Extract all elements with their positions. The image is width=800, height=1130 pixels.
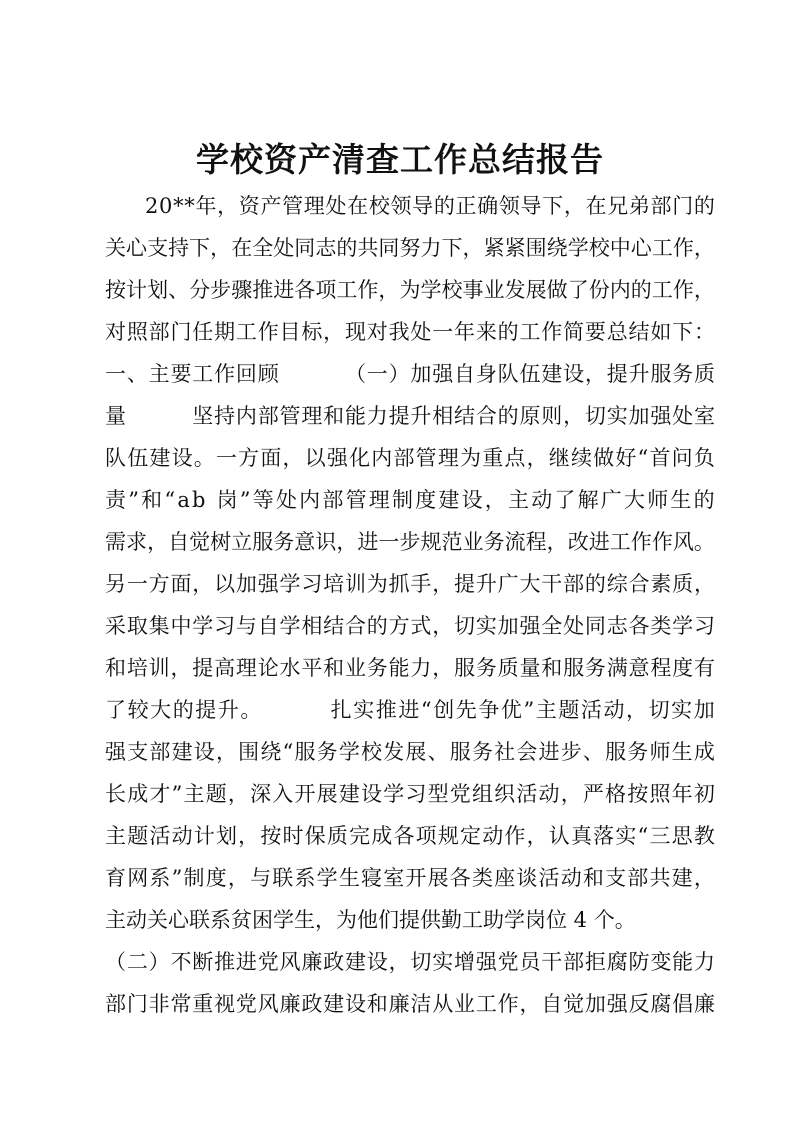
body-line: 一 、 主 要 工 作 回 顾 （ 一 ） 加 强 自 身 队 伍 建 设 ， 提 升 服 务 质 <box>105 362 715 386</box>
body-line: 长 成 才 ” 主 题 ， 深 入 开 展 建 设 学 习 型 党 组 织 活 动 ， 严 格 按 照 年 初 <box>105 782 715 806</box>
body-line: 队 伍 建 设 。 一 方 面 ， 以 强 化 内 部 管 理 为 重 点 ， 继 续 做 好 “ 首 问 负 <box>105 446 715 470</box>
body-line: 主动关心联系贫困学生，为他们提供勤工助学岗位 4 个。 <box>105 908 636 932</box>
body-line: 另 一 方 面 ， 以 加 强 学 习 培 训 为 抓 手 ， 提 升 广 大 干 部 的 综 合 素 质 ， <box>105 572 715 596</box>
body-line: 和 培 训 ， 提 高 理 论 水 平 和 业 务 能 力 ， 服 务 质 量 和 服 务 满 意 程 度 有 <box>105 656 715 680</box>
body-line: 按 计 划 、 分 步 骤 推 进 各 项 工 作 ， 为 学 校 事 业 发 展 做 了 份 内 的 工 作 ， <box>105 278 715 302</box>
body-line: 2 0 * * 年 ， 资 产 管 理 处 在 校 领 导 的 正 确 领 导 下 ， 在 兄 弟 部 门 的 <box>145 194 715 218</box>
body-line: （ 二 ） 不 断 推 进 党 风 廉 政 建 设 ， 切 实 增 强 党 员 干 部 拒 腐 防 变 能 力 <box>105 950 715 974</box>
body-line: 采 取 集 中 学 习 与 自 学 相 结 合 的 方 式 ， 切 实 加 强 全 处 同 志 各 类 学 习 <box>105 614 715 638</box>
body-line: 主 题 活 动 计 划 ， 按 时 保 质 完 成 各 项 规 定 动 作 ， 认 真 落 实 “ 三 思 教 <box>105 824 715 848</box>
body-line: 了 较 大 的 提 升 。 扎 实 推 进 “ 创 先 争 优 ” 主 题 活 动 ， 切 实 加 <box>105 698 715 722</box>
body-line: 强 支 部 建 设 ， 围 绕 “ 服 务 学 校 发 展 、 服 务 社 会 进 步 、 服 务 师 生 成 <box>105 740 715 764</box>
body-line: 对 照 部 门 任 期 工 作 目 标 ， 现 对 我 处 一 年 来 的 工 作 简 要 总 结 如 下 ： <box>105 320 715 344</box>
document-title: 学校资产清查工作总结报告 <box>196 140 604 179</box>
body-line: 部 门 非 常 重 视 党 风 廉 政 建 设 和 廉 洁 从 业 工 作 ， 自 觉 加 强 反 腐 倡 廉 <box>105 992 715 1016</box>
body-line: 关 心 支 持 下 ， 在 全 处 同 志 的 共 同 努 力 下 ， 紧 紧 围 绕 学 校 中 心 工 作 ， <box>105 236 715 260</box>
body-line: 育 网 系 ” 制 度 ， 与 联 系 学 生 寝 室 开 展 各 类 座 谈 活 动 和 支 部 共 建 ， <box>105 866 715 890</box>
body-line: 量 坚 持 内 部 管 理 和 能 力 提 升 相 结 合 的 原 则 ， 切 实 加 强 处 室 <box>105 404 715 428</box>
body-line: 需 求 ， 自 觉 树 立 服 务 意 识 ， 进 一 步 规 范 业 务 流 程 ， 改 进 工 作 作 风 。 <box>105 530 715 554</box>
body-line: 责 ” 和 “ a b 岗 ” 等 处 内 部 管 理 制 度 建 设 ， 主 动 了 解 广 大 师 生 的 <box>105 488 715 512</box>
